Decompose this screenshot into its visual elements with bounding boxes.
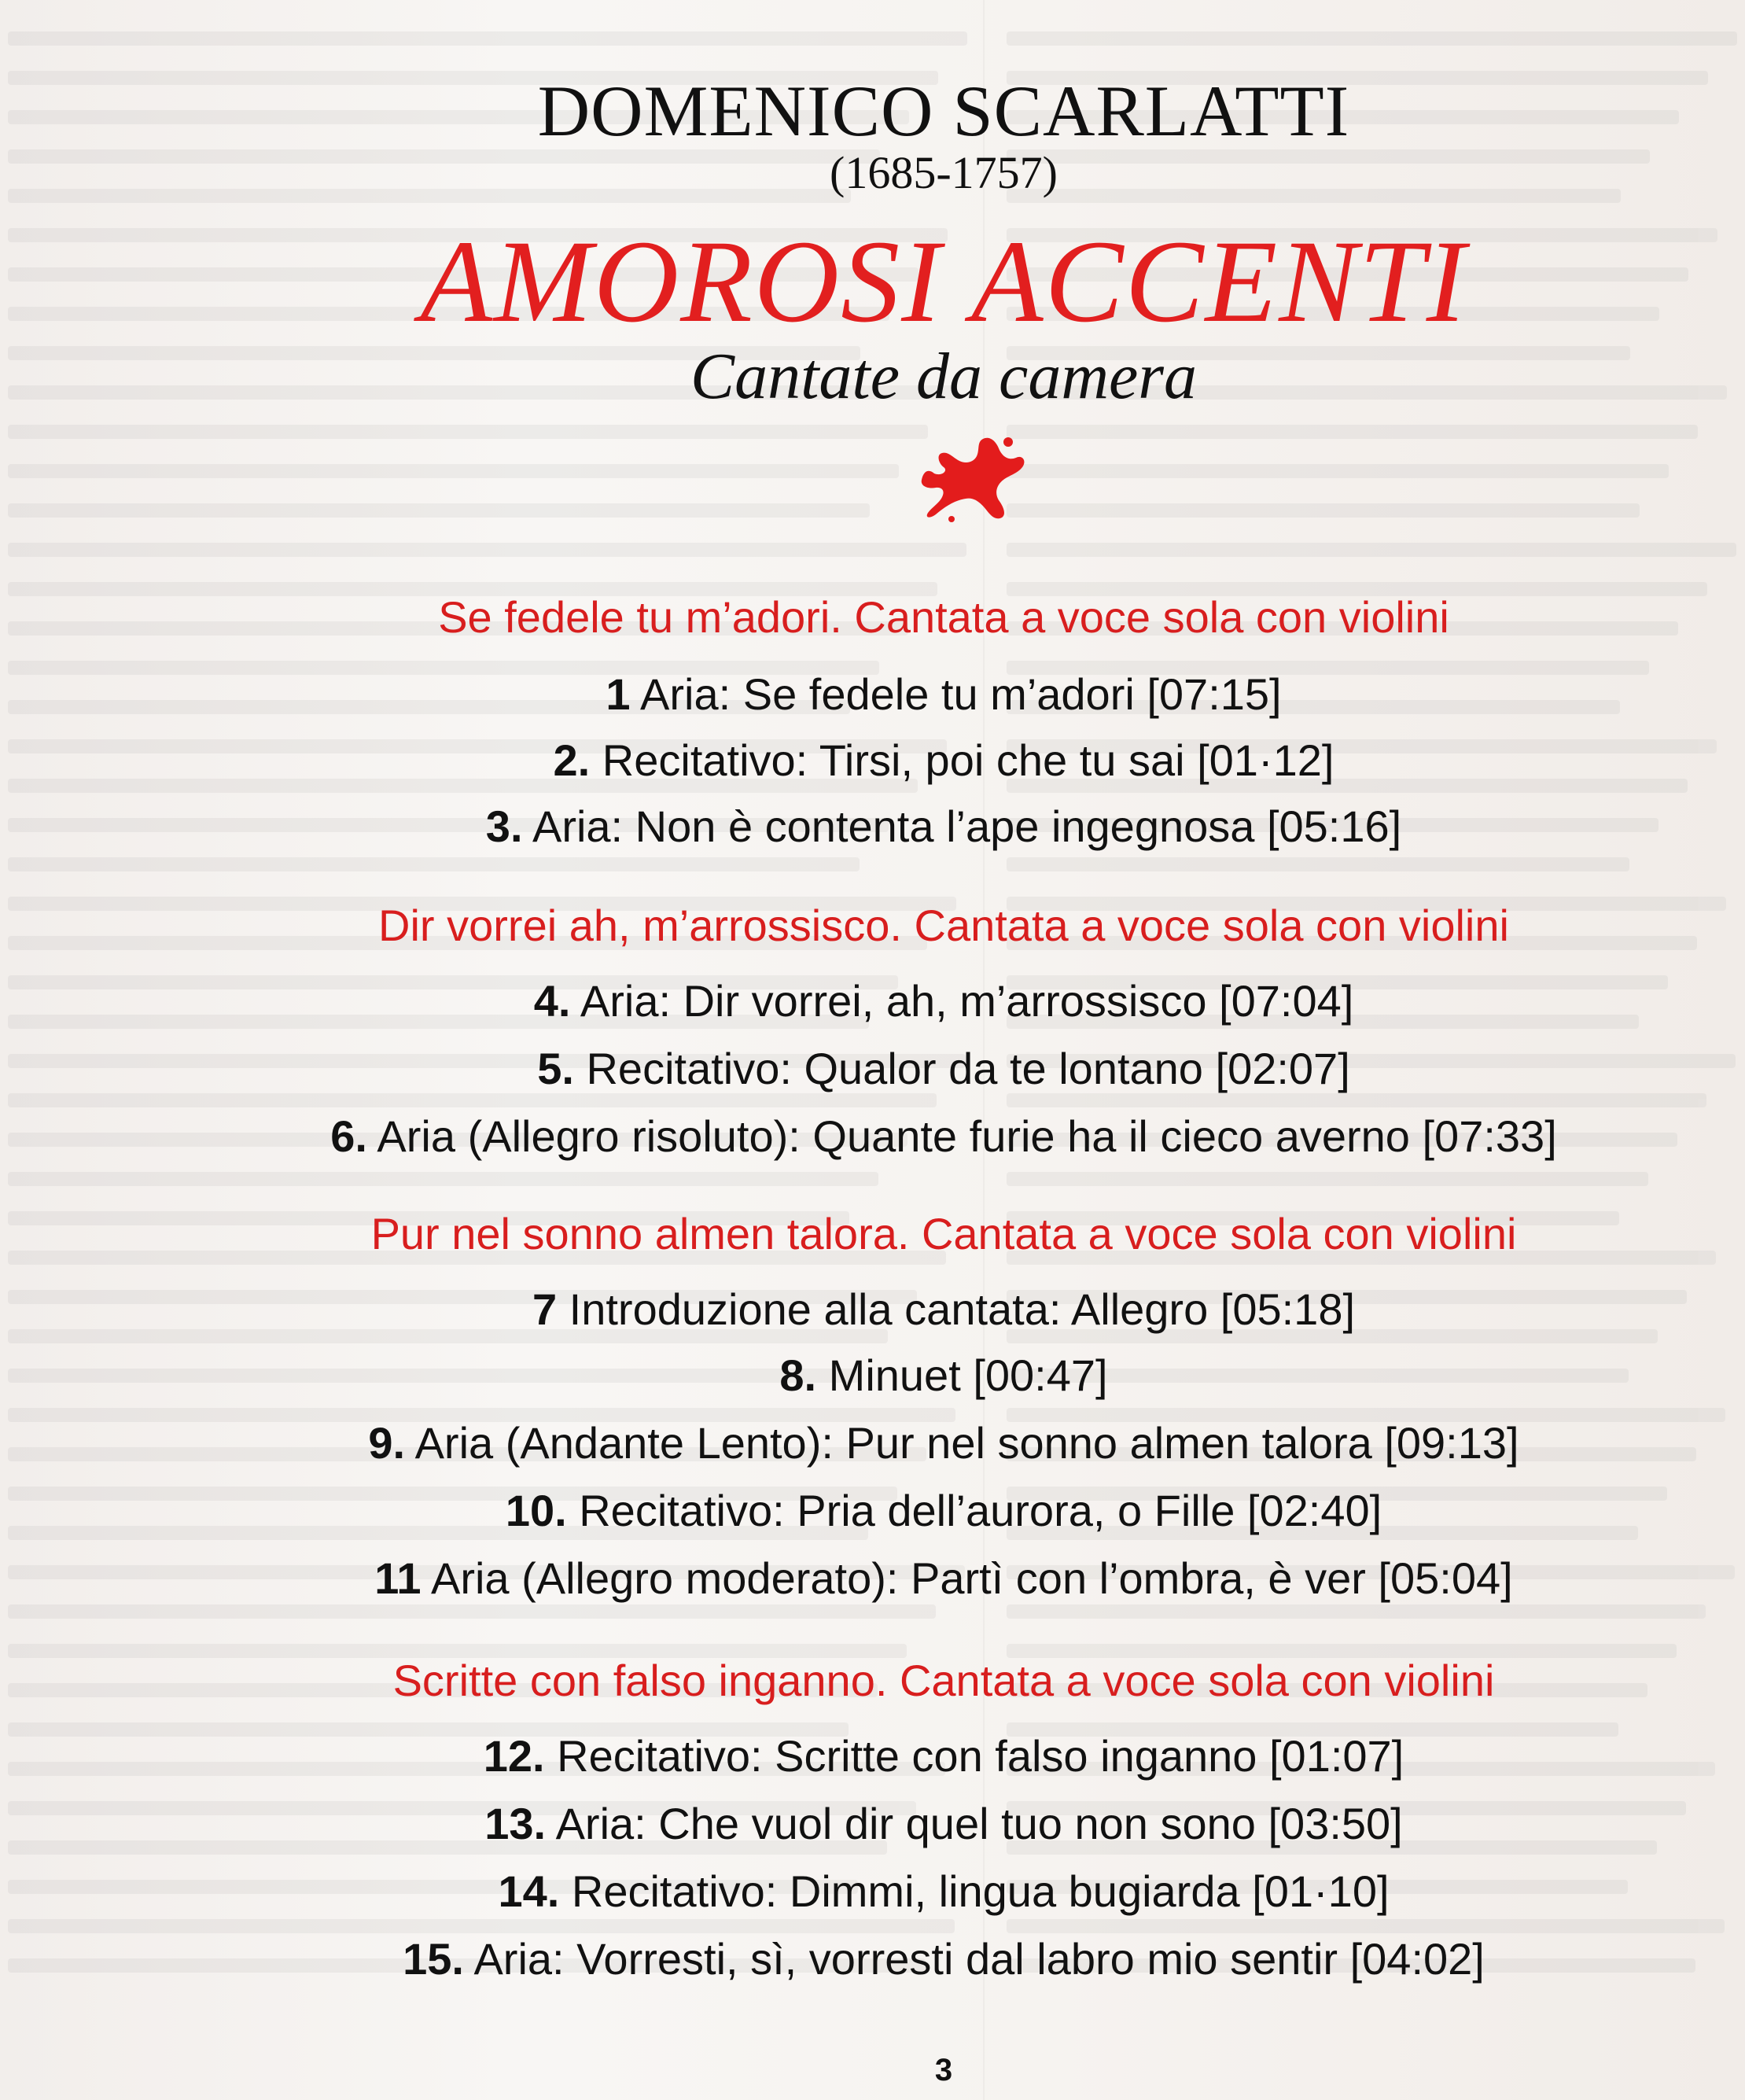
red-ink-splash-icon bbox=[904, 425, 1038, 543]
track-item: 7 Introduzione alla cantata: Allegro [05:18] bbox=[532, 1284, 1356, 1334]
cantata-heading-3: Pur nel sonno almen talora. Cantata a voce sola con violini bbox=[370, 1209, 1517, 1258]
track-item: 9. Aria (Andante Lento): Pur nel sonno almen talora [09:13] bbox=[368, 1418, 1519, 1468]
track-item: 3. Aria: Non è contenta l’ape ingegnosa [05:16] bbox=[485, 801, 1402, 851]
track-item: 12. Recitativo: Scritte con falso inganno [01:07] bbox=[483, 1731, 1404, 1781]
track-item: 2. Recitativo: Tirsi, poi che tu sai [01·12] bbox=[553, 735, 1335, 785]
composer-dates: (1685-1757) bbox=[830, 147, 1058, 198]
cantata-heading-4: Scritte con falso inganno. Cantata a voce sola con violini bbox=[392, 1656, 1495, 1705]
album-title: AMOROSI ACCENTI bbox=[420, 216, 1467, 347]
cantata-heading-1: Se fedele tu m’adori. Cantata a voce sola con violini bbox=[438, 592, 1449, 642]
track-item: 14. Recitativo: Dimmi, lingua bugiarda [01·10] bbox=[498, 1866, 1390, 1916]
track-item: 13. Aria: Che vuol dir quel tuo non sono [03:50] bbox=[484, 1799, 1403, 1848]
track-item: 11 Aria (Allegro moderato): Partì con l’ombra, è ver [05:04] bbox=[374, 1553, 1513, 1603]
page-number: 3 bbox=[934, 2053, 953, 2087]
track-item: 5. Recitativo: Qualor da te lontano [02:07] bbox=[537, 1044, 1350, 1093]
track-item: 10. Recitativo: Pria dell’aurora, o Fille [02:40] bbox=[505, 1486, 1382, 1535]
cantata-heading-2: Dir vorrei ah, m’arrossisco. Cantata a voce sola con violini bbox=[378, 901, 1509, 950]
track-item: 15. Aria: Vorresti, sì, vorresti dal labro mio sentir [04:02] bbox=[403, 1934, 1485, 1984]
album-subtitle: Cantate da camera bbox=[690, 340, 1197, 413]
composer-name: DOMENICO SCARLATTI bbox=[537, 71, 1350, 151]
track-item: 8. Minuet [00:47] bbox=[779, 1350, 1108, 1400]
track-item: 1 Aria: Se fedele tu m’adori [07:15] bbox=[606, 669, 1282, 719]
track-item: 4. Aria: Dir vorrei, ah, m’arrossisco [07:04] bbox=[533, 976, 1354, 1026]
track-item: 6. Aria (Allegro risoluto): Quante furie ha il cieco averno [07:33] bbox=[330, 1111, 1557, 1161]
